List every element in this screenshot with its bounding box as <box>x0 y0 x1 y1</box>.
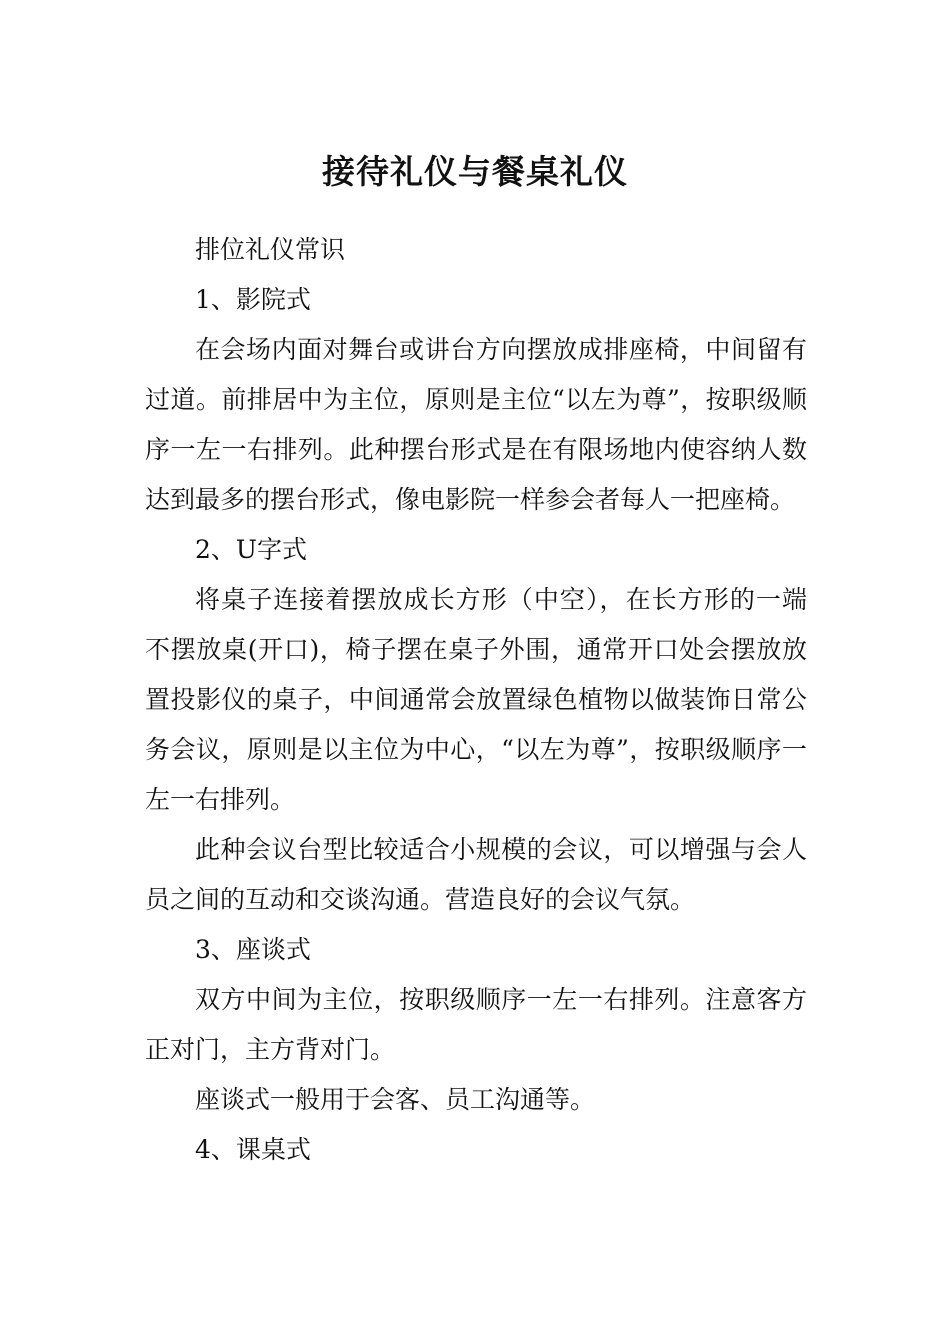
paragraph: 将桌子连接着摆放成长方形（中空），在长方形的一端不摆放桌(开口)，椅子摆在桌子外围，通常开口处会摆放放置投影仪的桌子，中间通常会放置绿色植物以做装饰日常公务会议，原则是以主位为中心，“以左为尊”，按职级顺序一左一右排列。 <box>145 585 807 814</box>
subsection-heading: 3、座谈式 <box>195 935 311 964</box>
paragraph: 在会场内面对舞台或讲台方向摆放成排座椅，中间留有过道。前排居中为主位，原则是主位“以左为尊”，按职级顺序一左一右排列。此种摆台形式是在有限场地内使容纳人数达到最多的摆台形式，像电影院一样参会者每人一把座椅。 <box>145 335 807 514</box>
paragraph: 座谈式一般用于会客、员工沟通等。 <box>195 1085 596 1114</box>
section-heading: 排位礼仪常识 <box>195 235 346 264</box>
subsection-heading: 1、影院式 <box>195 285 311 314</box>
paragraph: 双方中间为主位，按职级顺序一左一右排列。注意客方正对门，主方背对门。 <box>145 985 807 1064</box>
document-title: 接待礼仪与餐桌礼仪 <box>322 152 628 192</box>
subsection-heading: 4、课桌式 <box>195 1135 311 1164</box>
subsection-heading: 2、U字式 <box>195 535 307 564</box>
paragraph: 此种会议台型比较适合小规模的会议，可以增强与会人员之间的互动和交谈沟通。营造良好的会议气氛。 <box>145 835 807 914</box>
document-body <box>145 225 807 1175</box>
